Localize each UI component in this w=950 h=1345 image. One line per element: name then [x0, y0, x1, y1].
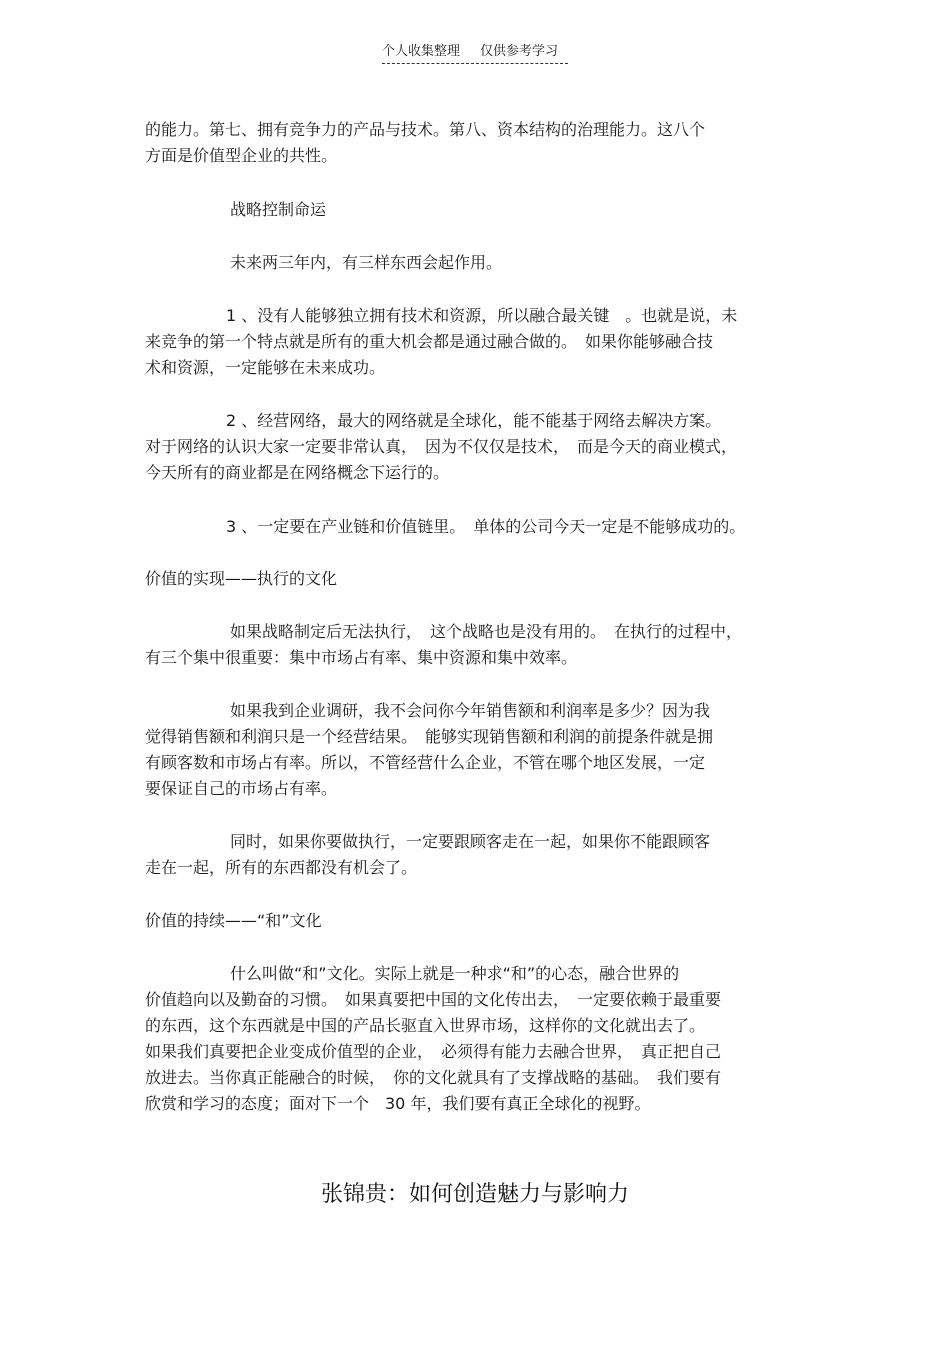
text-line: 的东西，这个东西就是中国的产品长驱直入世界市场，这样你的文化就出去了。 [145, 1016, 706, 1035]
text-line: 今天所有的商业都是在网络概念下运行的。 [145, 463, 450, 482]
text-line: 走在一起，所有的东西都没有机会了。 [145, 858, 418, 877]
text-line: 有顾客数和市场占有率。所以，不管经营什么企业，不管在哪个地区发展，一定 [145, 753, 706, 772]
header-divider [382, 63, 568, 64]
text-line: 术和资源，一定能够在未来成功。 [145, 358, 386, 377]
section-heading: 价值的持续——“和”文化 [145, 911, 322, 930]
article-title: 张锦贵：如何创造魅力与影响力 [320, 1182, 629, 1207]
text-line: 价值趋向以及勤奋的习惯。 如果真要把中国的文化传出去， 一定要依赖于最重要 [145, 990, 722, 1009]
text-line: 方面是价值型企业的共性。 [145, 146, 338, 165]
text-line: 欣赏和学习的态度；面对下一个 30 年，我们要有真正全球化的视野。 [145, 1094, 651, 1113]
text-line: 1 、没有人能够独立拥有技术和资源，所以融合最关键 。也就是说，未 [226, 306, 738, 325]
section-heading: 战略控制命运 [230, 200, 327, 219]
text-line: 来竞争的第一个特点就是所有的重大机会都是通过融合做的。 如果你能够融合技 [145, 332, 714, 351]
page-header [382, 40, 568, 64]
text-line: 未来两三年内，有三样东西会起作用。 [230, 253, 503, 272]
header-right-text: 仅供参考学习 [480, 44, 559, 59]
text-line: 什么叫做“和”文化。实际上就是一种求“和”的心态，融合世界的 [230, 964, 680, 983]
text-line: 要保证自己的市场占有率。 [145, 779, 338, 798]
text-line: 有三个集中很重要：集中市场占有率、集中资源和集中效率。 [145, 648, 578, 667]
section-heading: 价值的实现——执行的文化 [145, 569, 338, 588]
text-line: 如果我们真要把企业变成价值型的企业， 必须得有能力去融合世界， 真正把自己 [145, 1042, 722, 1061]
text-line: 如果我到企业调研，我不会问你今年销售额和利润率是多少？因为我 [230, 701, 711, 720]
text-line: 觉得销售额和利润只是一个经营结果。 能够实现销售额和利润的前提条件就是拥 [145, 727, 714, 746]
text-line: 放进去。当你真正能融合的时候， 你的文化就具有了支撑战略的基础。 我们要有 [145, 1068, 722, 1087]
text-line: 如果战略制定后无法执行， 这个战略也是没有用的。 在执行的过程中， [230, 622, 743, 641]
text-line: 的能力。第七、拥有竞争力的产品与技术。第八、资本结构的治理能力。这八个 [145, 120, 706, 139]
text-line: 3 、一定要在产业链和价值链里。 单体的公司今天一定是不能够成功的。 [226, 517, 746, 536]
text-line: 对于网络的认识大家一定要非常认真， 因为不仅仅是技术， 而是今天的商业模式， [145, 437, 738, 456]
text-line: 同时，如果你要做执行，一定要跟顾客走在一起，如果你不能跟顾客 [230, 832, 711, 851]
header-left-text: 个人收集整理 [382, 44, 461, 59]
text-line: 2 、经营网络，最大的网络就是全球化，能不能基于网络去解决方案。 [226, 411, 722, 430]
